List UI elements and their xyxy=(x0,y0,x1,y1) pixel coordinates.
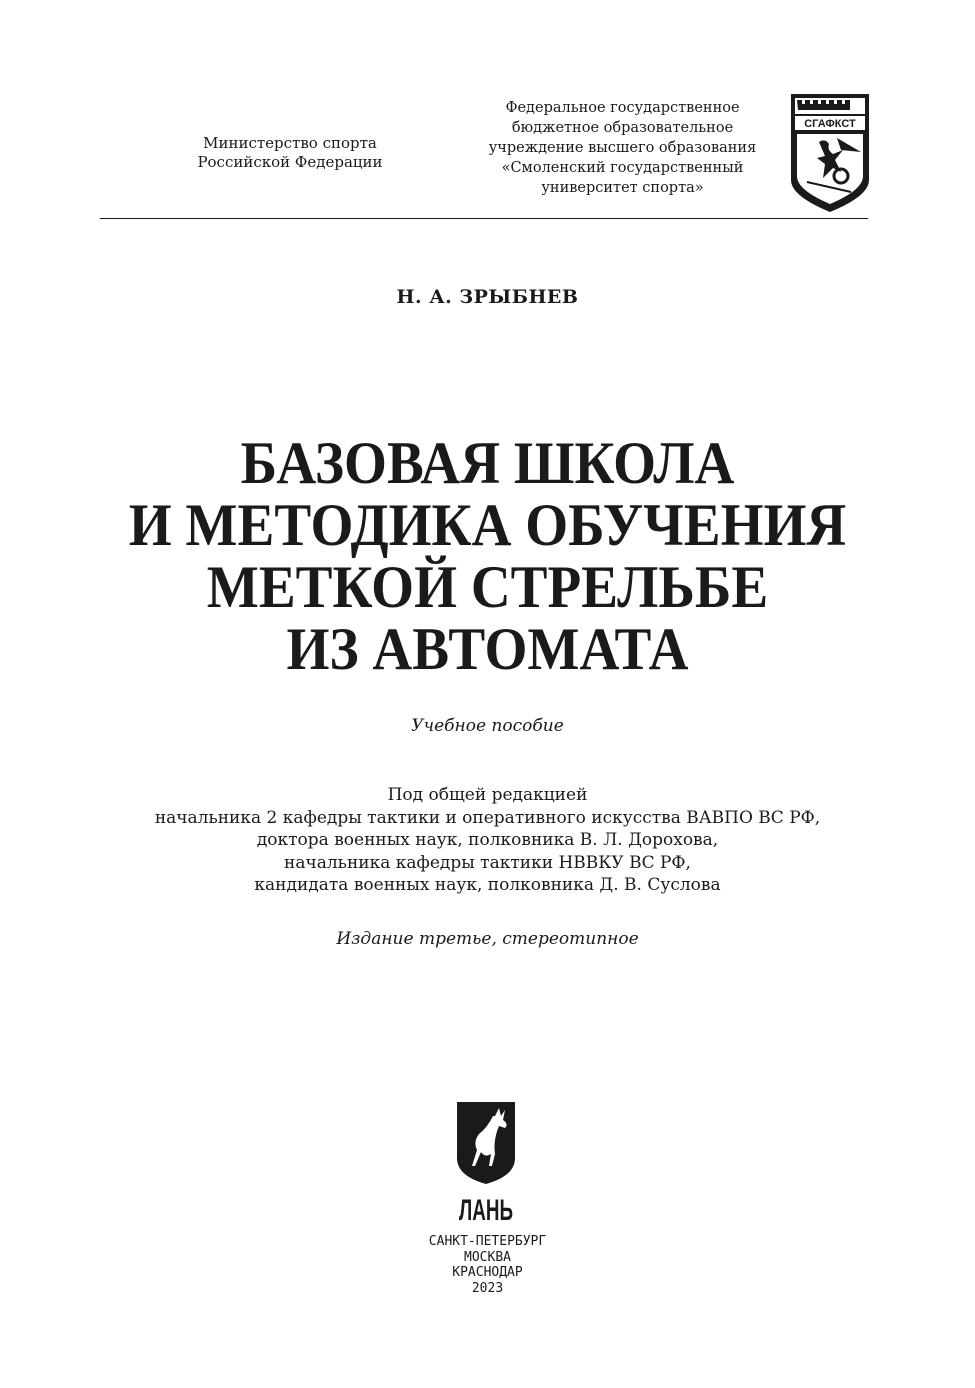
ministry-name xyxy=(170,134,410,172)
book-subtitle: Учебное пособие xyxy=(411,716,564,736)
edition-note: Издание третье, стереотипное xyxy=(336,929,639,949)
editors-line: кандидата военных наук, полковника Д. В. Суслова xyxy=(254,875,721,895)
editors-line: начальника 2 кафедры тактики и оперативного искусства ВАВПО ВС РФ, xyxy=(154,807,821,828)
emblem-text: СГАФКСТ xyxy=(804,118,856,130)
city-name: МОСКВА xyxy=(464,1249,511,1265)
header-divider xyxy=(100,218,868,219)
city-name: КРАСНОДАР xyxy=(452,1265,523,1280)
editors-line: Под общей редакцией xyxy=(387,785,588,805)
editors-line: доктора военных наук, полковника В. Л. Дорохова, xyxy=(256,830,719,850)
editors-block xyxy=(0,784,975,897)
university-name xyxy=(470,98,775,198)
university-line: бюджетное образовательное xyxy=(511,120,734,136)
title-line: МЕТКОЙ СТРЕЛЬБЕ xyxy=(206,554,769,620)
book-title xyxy=(39,432,936,680)
title-line: И МЕТОДИКА ОБУЧЕНИЯ xyxy=(128,492,847,558)
publisher-logo-text: ЛАНЬ xyxy=(459,1194,513,1227)
university-line: учреждение высшего образования xyxy=(488,140,757,156)
university-emblem-icon xyxy=(789,92,871,214)
university-line: Федеральное государственное xyxy=(505,100,740,116)
ministry-line: Министерство спорта xyxy=(203,134,377,152)
title-line: БАЗОВАЯ ШКОЛА xyxy=(240,430,735,496)
publisher-logo-icon xyxy=(455,1100,517,1226)
author-name: Н. А. ЗРЫБНЕВ xyxy=(396,286,579,308)
university-line: университет спорта» xyxy=(541,180,704,196)
city-name: САНКТ-ПЕТЕРБУРГ xyxy=(428,1234,547,1249)
editors-line: начальника кафедры тактики НВВКУ ВС РФ, xyxy=(284,852,691,873)
publisher-imprint xyxy=(0,1234,975,1296)
publication-year: 2023 xyxy=(471,1280,504,1296)
ministry-line: Российской Федерации xyxy=(197,153,383,171)
title-line: ИЗ АВТОМАТА xyxy=(286,616,689,682)
university-line: «Смоленский государственный xyxy=(501,160,744,176)
